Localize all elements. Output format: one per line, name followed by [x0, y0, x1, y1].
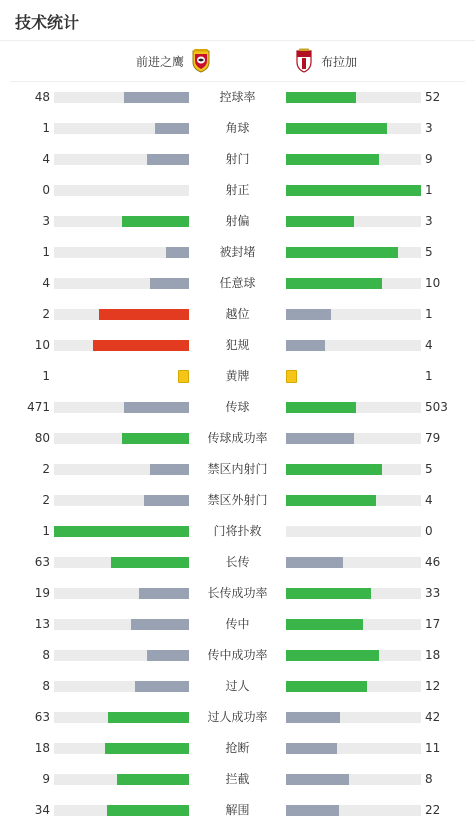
home-bar-track	[54, 650, 189, 661]
home-bar-track	[54, 805, 189, 816]
stat-label: 射正	[225, 183, 250, 197]
away-bar-fill	[286, 154, 379, 165]
away-bar-track	[286, 619, 421, 630]
stat-label: 射偏	[225, 214, 250, 228]
away-bar-track	[286, 557, 421, 568]
home-bar-fill	[144, 495, 189, 506]
home-bar-track	[54, 526, 189, 537]
home-value: 0	[42, 183, 50, 197]
away-value: 0	[425, 524, 433, 538]
home-value: 9	[42, 772, 50, 786]
home-bar-track	[54, 619, 189, 630]
away-bar-track	[286, 495, 421, 506]
away-bar-track	[286, 185, 421, 196]
away-value: 52	[425, 90, 441, 104]
away-value: 79	[425, 431, 441, 445]
away-bar-fill	[286, 712, 340, 723]
stat-row	[0, 578, 475, 609]
home-bar-fill	[147, 154, 189, 165]
away-bar-fill	[286, 495, 376, 506]
stat-row	[0, 175, 475, 206]
stat-row	[0, 423, 475, 454]
home-value: 3	[42, 214, 50, 228]
home-value: 1	[42, 121, 50, 135]
stat-row	[0, 268, 475, 299]
away-value: 8	[425, 772, 433, 786]
home-bar-track	[54, 495, 189, 506]
home-bar-track	[54, 433, 189, 444]
away-team[interactable]	[293, 41, 357, 81]
home-bar-track	[54, 154, 189, 165]
stat-label: 犯规	[225, 338, 250, 352]
away-value: 503	[425, 400, 448, 414]
stat-row	[0, 113, 475, 144]
away-bar-track	[286, 464, 421, 475]
home-bar-fill	[147, 650, 189, 661]
stat-label: 越位	[225, 307, 250, 321]
stat-row	[0, 361, 475, 392]
stat-label: 禁区内射门	[207, 462, 268, 476]
away-bar-track	[286, 123, 421, 134]
away-value: 9	[425, 152, 433, 166]
yellow-card-icon	[178, 370, 189, 383]
away-value: 5	[425, 462, 433, 476]
away-bar-fill	[286, 433, 354, 444]
stat-row	[0, 547, 475, 578]
home-bar-track	[54, 402, 189, 413]
yellow-card-icon	[286, 370, 297, 383]
home-value: 80	[34, 431, 50, 445]
home-value: 48	[34, 90, 50, 104]
stat-label: 过人成功率	[207, 710, 268, 724]
stat-label: 传球成功率	[207, 431, 268, 445]
away-bar-fill	[286, 557, 343, 568]
home-bar-track	[54, 774, 189, 785]
home-value: 8	[42, 648, 50, 662]
stat-row	[0, 640, 475, 671]
stat-label: 控球率	[219, 90, 256, 104]
home-value: 18	[34, 741, 50, 755]
away-bar-fill	[286, 278, 382, 289]
home-value: 63	[34, 710, 50, 724]
away-bar-track	[286, 92, 421, 103]
stat-label: 拦截	[225, 772, 250, 786]
away-bar-track	[286, 340, 421, 351]
stat-label: 长传成功率	[207, 586, 268, 600]
away-bar-fill	[286, 681, 367, 692]
home-bar-track	[54, 216, 189, 227]
away-value: 12	[425, 679, 441, 693]
away-bar-fill	[286, 650, 379, 661]
stat-label: 长传	[225, 555, 250, 569]
home-value: 471	[27, 400, 50, 414]
away-value: 4	[425, 493, 433, 507]
home-value: 4	[42, 152, 50, 166]
away-bar-track	[286, 278, 421, 289]
stat-row	[0, 237, 475, 268]
away-bar-track	[286, 402, 421, 413]
away-bar-fill	[286, 216, 354, 227]
home-bar-track	[54, 185, 189, 196]
home-bar-fill	[93, 340, 189, 351]
home-bar-fill	[54, 526, 189, 537]
home-bar-fill	[166, 247, 189, 258]
stat-row	[0, 764, 475, 795]
away-bar-track	[286, 216, 421, 227]
home-value: 19	[34, 586, 50, 600]
home-value: 1	[42, 245, 50, 259]
page-title: 技术统计	[15, 13, 80, 32]
away-bar-track	[286, 681, 421, 692]
home-bar-fill	[108, 712, 189, 723]
stat-row	[0, 702, 475, 733]
stat-label: 禁区外射门	[207, 493, 268, 507]
away-value: 18	[425, 648, 441, 662]
home-bar-fill	[124, 402, 189, 413]
away-bar-fill	[286, 619, 363, 630]
away-bar-fill	[286, 123, 387, 134]
away-value: 1	[425, 307, 433, 321]
home-bar-fill	[99, 309, 189, 320]
away-bar-track	[286, 650, 421, 661]
stat-row	[0, 82, 475, 113]
away-bar-track	[286, 774, 421, 785]
home-value: 63	[34, 555, 50, 569]
stat-label: 任意球	[219, 276, 256, 290]
home-bar-track	[54, 340, 189, 351]
home-value: 1	[42, 369, 50, 383]
home-team-name: 前进之鹰	[135, 54, 184, 69]
home-bar-fill	[111, 557, 189, 568]
away-bar-fill	[286, 185, 421, 196]
stat-row	[0, 671, 475, 702]
away-value: 3	[425, 214, 433, 228]
home-bar-fill	[139, 588, 189, 599]
away-value: 5	[425, 245, 433, 259]
home-bar-fill	[124, 92, 189, 103]
away-value: 4	[425, 338, 433, 352]
stat-label: 黄牌	[225, 369, 250, 383]
away-bar-fill	[286, 402, 356, 413]
stat-row	[0, 795, 475, 826]
away-bar-fill	[286, 247, 398, 258]
away-value: 42	[425, 710, 441, 724]
home-bar-fill	[150, 278, 189, 289]
home-bar-track	[54, 92, 189, 103]
home-value: 8	[42, 679, 50, 693]
stat-label: 解围	[225, 803, 250, 817]
home-bar-fill	[131, 619, 189, 630]
stat-label: 传中成功率	[207, 648, 268, 662]
away-bar-fill	[286, 588, 371, 599]
home-value: 13	[34, 617, 50, 631]
stat-label: 传球	[225, 400, 250, 414]
home-bar-fill	[155, 123, 189, 134]
home-value: 2	[42, 493, 50, 507]
away-value: 46	[425, 555, 441, 569]
home-bar-fill	[105, 743, 189, 754]
home-bar-fill	[122, 433, 190, 444]
away-bar-fill	[286, 92, 356, 103]
home-value: 2	[42, 307, 50, 321]
stat-row	[0, 392, 475, 423]
away-bar-track	[286, 309, 421, 320]
stat-row	[0, 206, 475, 237]
stat-row	[0, 330, 475, 361]
away-value: 17	[425, 617, 441, 631]
stat-label: 被封堵	[219, 245, 256, 259]
stat-label: 门将扑救	[213, 524, 262, 538]
home-bar-fill	[135, 681, 189, 692]
away-value: 33	[425, 586, 441, 600]
stat-row	[0, 454, 475, 485]
stat-label: 射门	[225, 152, 250, 166]
stat-row	[0, 733, 475, 764]
away-value: 1	[425, 183, 433, 197]
home-bar-track	[54, 309, 189, 320]
home-bar-track	[54, 464, 189, 475]
away-bar-fill	[286, 774, 349, 785]
home-bar-fill	[107, 805, 189, 816]
stat-row	[0, 144, 475, 175]
away-bar-fill	[286, 743, 337, 754]
away-bar-fill	[286, 464, 382, 475]
away-bar-fill	[286, 805, 339, 816]
away-bar-track	[286, 743, 421, 754]
go-ahead-eagles-crest-icon	[190, 48, 212, 74]
stat-row	[0, 516, 475, 547]
stat-row	[0, 299, 475, 330]
stat-label: 角球	[225, 121, 250, 135]
away-value: 22	[425, 803, 441, 817]
away-value: 10	[425, 276, 441, 290]
home-bar-track	[54, 681, 189, 692]
away-bar-track	[286, 247, 421, 258]
home-value: 1	[42, 524, 50, 538]
home-bar-track	[54, 123, 189, 134]
home-value: 10	[34, 338, 50, 352]
home-bar-fill	[150, 464, 189, 475]
home-bar-fill	[122, 216, 190, 227]
home-bar-track	[54, 278, 189, 289]
away-bar-track	[286, 588, 421, 599]
away-bar-track	[286, 433, 421, 444]
away-bar-track	[286, 526, 421, 537]
home-bar-track	[54, 247, 189, 258]
sc-braga-crest-icon	[293, 48, 315, 74]
stat-row	[0, 485, 475, 516]
away-value: 3	[425, 121, 433, 135]
away-bar-fill	[286, 340, 325, 351]
home-team[interactable]	[136, 41, 212, 81]
stats-list	[0, 82, 475, 826]
away-team-name: 布拉加	[321, 54, 358, 69]
away-bar-track	[286, 805, 421, 816]
away-bar-fill	[286, 309, 331, 320]
away-bar-track	[286, 154, 421, 165]
home-value: 34	[34, 803, 50, 817]
home-bar-track	[54, 557, 189, 568]
stat-label: 抢断	[225, 741, 250, 755]
home-bar-fill	[117, 774, 189, 785]
home-value: 4	[42, 276, 50, 290]
away-value: 1	[425, 369, 433, 383]
home-bar-track	[54, 712, 189, 723]
home-bar-track	[54, 588, 189, 599]
stat-label: 传中	[225, 617, 250, 631]
stat-label: 过人	[225, 679, 250, 693]
home-value: 2	[42, 462, 50, 476]
team-header	[10, 41, 465, 82]
home-bar-track	[54, 743, 189, 754]
header	[0, 0, 475, 41]
away-bar-track	[286, 712, 421, 723]
stat-row	[0, 609, 475, 640]
away-value: 11	[425, 741, 441, 755]
